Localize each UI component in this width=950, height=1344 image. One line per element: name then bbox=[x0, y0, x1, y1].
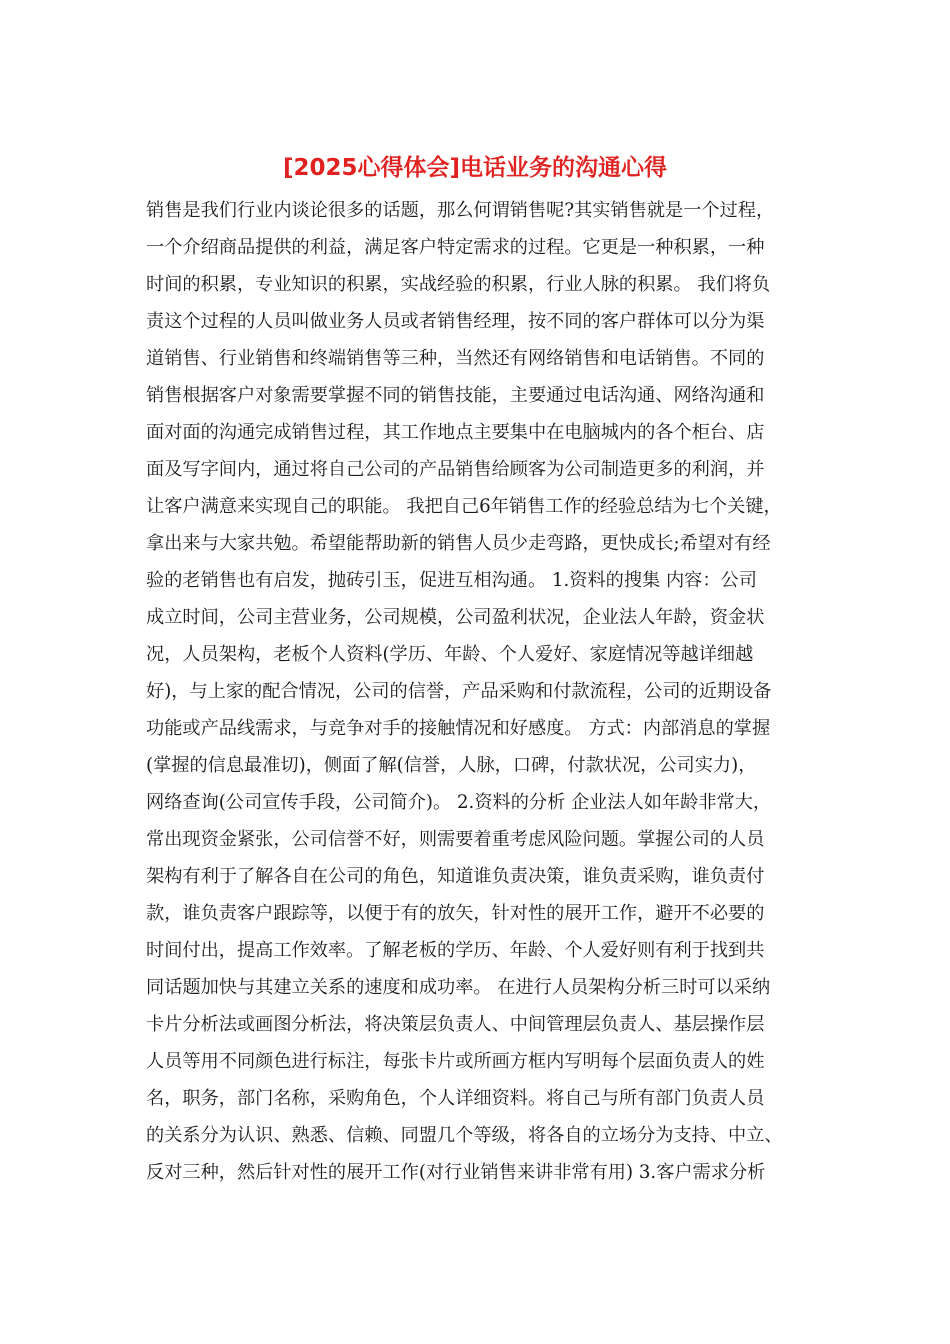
text-line: 拿出来与大家共勉。希望能帮助新的销售人员少走弯路，更快成长;希望对有经 bbox=[146, 533, 771, 554]
text-line: 的关系分为认识、熟悉、信赖、同盟几个等级，将各自的立场分为支持、中立、 bbox=[146, 1125, 783, 1146]
text-line: 一个介绍商品提供的利益，满足客户特定需求的过程。它更是一种积累，一种 bbox=[146, 237, 765, 258]
text-line: 成立时间，公司主营业务，公司规模，公司盈利状况，企业法人年龄，资金状 bbox=[146, 607, 765, 628]
text-line: 责这个过程的人员叫做业务人员或者销售经理，按不同的客户群体可以分为渠 bbox=[146, 311, 765, 332]
text-line: 网络查询(公司宣传手段，公司简介)。 2.资料的分析 企业法人如年龄非常大， bbox=[146, 792, 772, 813]
text-line: 时间付出，提高工作效率。了解老板的学历、年龄、个人爱好则有利于找到共 bbox=[146, 940, 765, 961]
text-line: (掌握的信息最准切)，侧面了解(信誉，人脉，口碑，付款状况，公司实力)， bbox=[146, 755, 757, 776]
page-title: [2025心得体会]电话业务的沟通心得 bbox=[282, 155, 668, 181]
text-line: 同话题加快与其建立关系的速度和成功率。 在进行人员架构分析三时可以采纳 bbox=[146, 977, 771, 998]
text-line: 人员等用不同颜色进行标注，每张卡片或所画方框内写明每个层面负责人的姓 bbox=[146, 1051, 765, 1072]
text-line: 名，职务，部门名称，采购角色，个人详细资料。将自己与所有部门负责人员 bbox=[146, 1088, 765, 1109]
text-line: 让客户满意来实现自己的职能。 我把自己6年销售工作的经验总结为七个关键， bbox=[146, 496, 782, 517]
text-line: 架构有利于了解各自在公司的角色，知道谁负责决策，谁负责采购，谁负责付 bbox=[146, 866, 765, 887]
text-line: 道销售、行业销售和终端销售等三种，当然还有网络销售和电话销售。不同的 bbox=[146, 348, 765, 369]
text-line: 款，谁负责客户跟踪等，以便于有的放矢，针对性的展开工作，避开不必要的 bbox=[146, 903, 765, 924]
text-line: 面对面的沟通完成销售过程，其工作地点主要集中在电脑城内的各个柜台、店 bbox=[146, 422, 765, 443]
text-line: 况，人员架构，老板个人资料(学历、年龄、个人爱好、家庭情况等越详细越 bbox=[146, 644, 754, 665]
text-line: 常出现资金紧张，公司信誉不好，则需要着重考虑风险问题。掌握公司的人员 bbox=[146, 829, 765, 850]
text-line: 时间的积累，专业知识的积累，实战经验的积累，行业人脉的积累。 我们将负 bbox=[146, 274, 771, 295]
text-line: 销售是我们行业内谈论很多的话题，那么何谓销售呢?其实销售就是一个过程， bbox=[146, 200, 775, 221]
text-line: 卡片分析法或画图分析法，将决策层负责人、中间管理层负责人、基层操作层 bbox=[146, 1014, 765, 1035]
text-line: 功能或产品线需求，与竞争对手的接触情况和好感度。 方式：内部消息的掌握 bbox=[146, 718, 771, 739]
text-line: 销售根据客户对象需要掌握不同的销售技能，主要通过电话沟通、网络沟通和 bbox=[146, 385, 765, 406]
text-line: 好)，与上家的配合情况，公司的信誉，产品采购和付款流程，公司的近期设备 bbox=[146, 681, 772, 702]
document-body bbox=[146, 192, 816, 1191]
text-line: 验的老销售也有启发，抛砖引玉，促进互相沟通。 1.资料的搜集 内容：公司 bbox=[146, 570, 757, 591]
text-line: 面及写字间内，通过将自己公司的产品销售给顾客为公司制造更多的利润，并 bbox=[146, 459, 765, 480]
text-line: 反对三种，然后针对性的展开工作(对行业销售来讲非常有用) 3.客户需求分析 bbox=[146, 1162, 766, 1183]
